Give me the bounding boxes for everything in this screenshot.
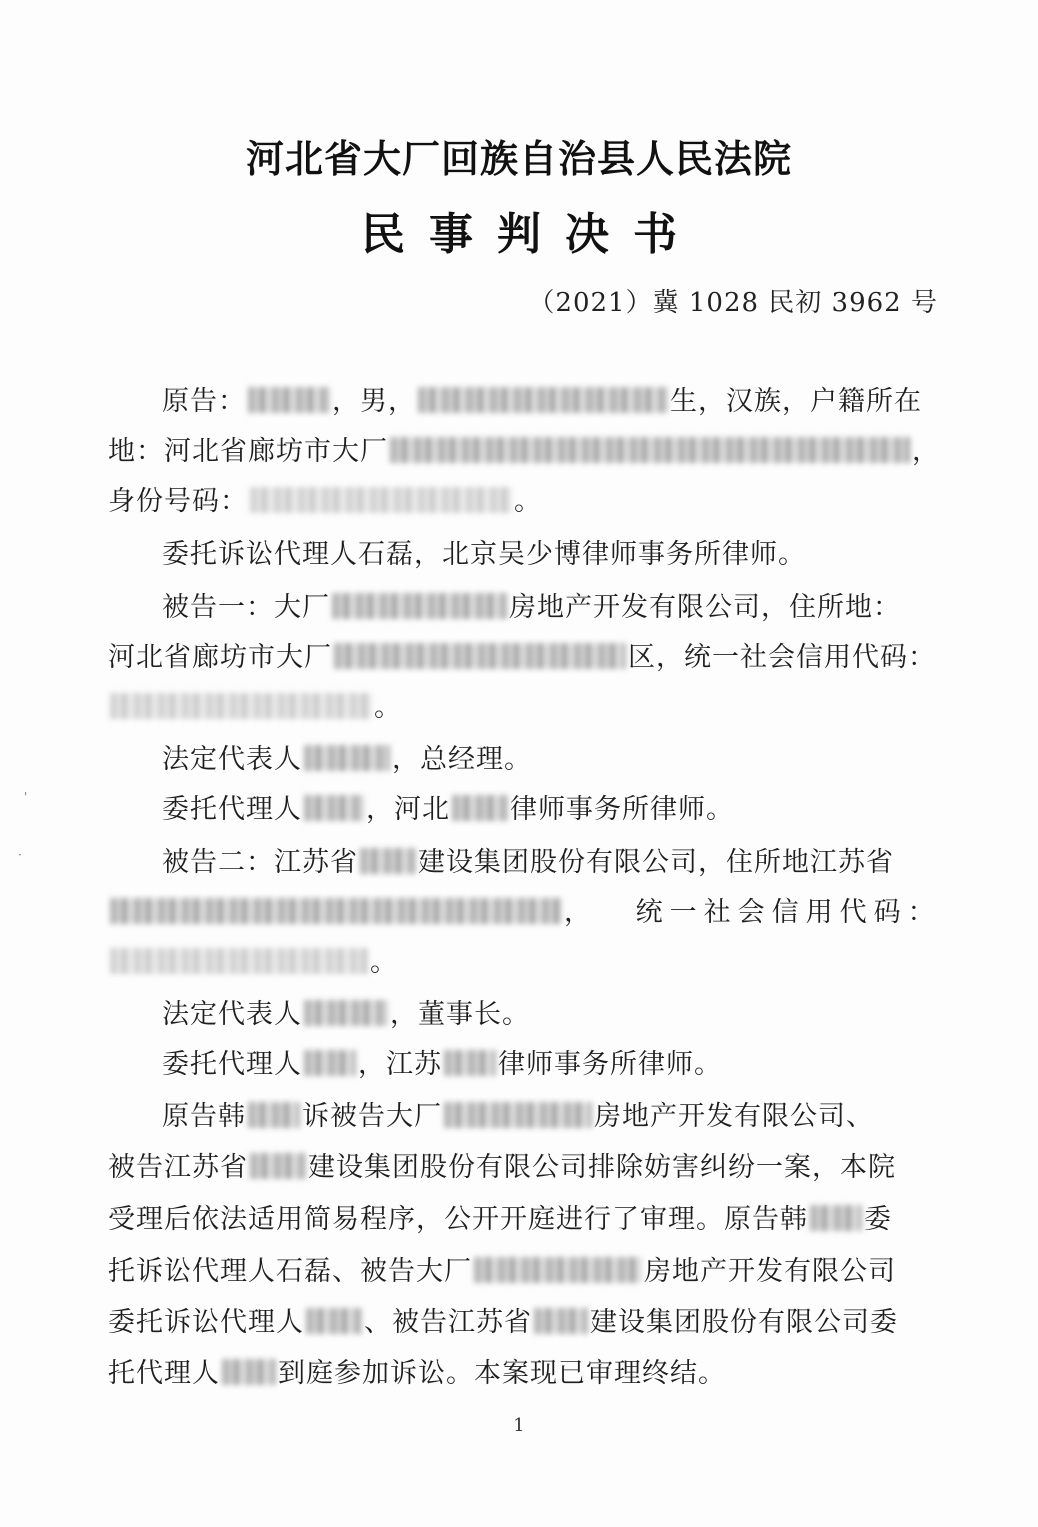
text-segment: ， bbox=[912, 436, 940, 467]
text-segment: 被告二：江苏省 bbox=[162, 847, 358, 878]
text-segment: 身份号码： bbox=[108, 486, 248, 517]
text-segment: 委托代理人 bbox=[162, 794, 302, 825]
text-segment: ，河北 bbox=[366, 794, 450, 825]
defendant-one-rep-line bbox=[162, 742, 942, 778]
text-segment: 房地产开发有限公司、 bbox=[594, 1101, 874, 1132]
text-segment: 信 bbox=[771, 897, 800, 928]
redacted-company bbox=[360, 848, 416, 874]
case-number: （2021）冀 1028 民初 3962 号 bbox=[528, 288, 938, 318]
text-segment: 。 bbox=[374, 692, 402, 723]
case-desc-line-3 bbox=[108, 1202, 943, 1238]
defendant-one-line-2 bbox=[108, 640, 943, 676]
text-segment: 一 bbox=[669, 897, 698, 928]
court-name: 河北省大厂回族自治县人民法院 bbox=[245, 137, 792, 181]
text-segment: 原告： bbox=[162, 386, 246, 417]
text-segment: 社 bbox=[703, 897, 732, 928]
redacted-name bbox=[248, 1102, 300, 1128]
redacted-address bbox=[334, 643, 626, 669]
text-segment: 托诉讼代理人石磊、被告大厂 bbox=[108, 1256, 472, 1287]
defendant-two-rep-line bbox=[162, 997, 942, 1033]
redacted-name bbox=[304, 795, 364, 821]
text-segment: 委托诉讼代理人 bbox=[108, 1307, 304, 1338]
redacted-credit-code bbox=[110, 693, 372, 719]
redacted-credit-code bbox=[110, 948, 368, 974]
defendant-two-line-3 bbox=[108, 945, 943, 981]
redacted-company bbox=[332, 593, 507, 619]
redacted-name bbox=[222, 1359, 276, 1385]
text-segment: 房地产开发有限公司 bbox=[644, 1256, 896, 1287]
plaintiff-line-3 bbox=[108, 484, 943, 520]
plaintiff-line-1 bbox=[162, 384, 942, 420]
text-segment: 被告江苏省 bbox=[108, 1152, 248, 1183]
redacted-address bbox=[390, 437, 910, 463]
text-segment: 被告一：大厂 bbox=[162, 592, 330, 623]
redacted-company bbox=[534, 1308, 588, 1334]
text-segment: 诉被告大厂 bbox=[302, 1101, 442, 1132]
text-segment: 律师事务所律师。 bbox=[498, 1049, 722, 1080]
text-segment: 建设集团股份有限公司委 bbox=[590, 1307, 898, 1338]
case-desc-line-6 bbox=[108, 1356, 943, 1392]
scan-speck: ' bbox=[24, 790, 28, 804]
text-segment: ， bbox=[564, 897, 592, 928]
text-segment: 到庭参加诉讼。本案现已审理终结。 bbox=[278, 1358, 726, 1389]
defendant-one-line-1 bbox=[162, 590, 942, 626]
redacted-name bbox=[304, 745, 390, 771]
text-segment: 原告韩 bbox=[162, 1101, 246, 1132]
redacted-company bbox=[474, 1257, 642, 1283]
text-segment: 委 bbox=[864, 1204, 892, 1235]
redacted-name bbox=[810, 1205, 862, 1231]
text-segment: 。 bbox=[370, 947, 398, 978]
text-segment: 码 bbox=[873, 897, 902, 928]
text-segment: 会 bbox=[737, 897, 766, 928]
spaced-credit-code-label bbox=[636, 895, 936, 931]
text-segment: 房地产开发有限公司，住所地： bbox=[509, 592, 901, 623]
defendant-two-line-1 bbox=[162, 845, 942, 881]
text-segment: 代 bbox=[839, 897, 868, 928]
text-segment: 、被告江苏省 bbox=[364, 1307, 532, 1338]
defendant-two-agent-line bbox=[162, 1047, 942, 1083]
redacted-firm bbox=[444, 1050, 496, 1076]
defendant-one-agent-line bbox=[162, 792, 942, 828]
page-number: 1 bbox=[513, 1415, 525, 1436]
redacted-name bbox=[248, 387, 330, 413]
redacted-name bbox=[304, 1000, 388, 1026]
text-segment: 用 bbox=[805, 897, 834, 928]
plaintiff-agent-line: 委托诉讼代理人石磊，北京吴少博律师事务所律师。 bbox=[162, 539, 806, 570]
defendant-two-line-2 bbox=[108, 895, 943, 931]
text-segment: ，董事长。 bbox=[390, 999, 530, 1030]
case-desc-line-1 bbox=[162, 1099, 942, 1135]
scan-speck: · bbox=[18, 848, 22, 862]
text-segment: 法定代表人 bbox=[162, 999, 302, 1030]
case-desc-line-2 bbox=[108, 1150, 943, 1186]
defendant-one-line-3 bbox=[108, 690, 943, 726]
text-segment: 委托代理人 bbox=[162, 1049, 302, 1080]
redacted-firm bbox=[452, 795, 508, 821]
redacted-address bbox=[110, 898, 562, 924]
text-segment: 建设集团股份有限公司，住所地江苏省 bbox=[418, 847, 894, 878]
text-segment: 法定代表人 bbox=[162, 744, 302, 775]
redacted-company bbox=[250, 1153, 306, 1179]
text-segment: 生，汉族，户籍所在 bbox=[670, 386, 922, 417]
redacted-name bbox=[306, 1308, 362, 1334]
redacted-birthdate bbox=[418, 387, 668, 413]
case-desc-line-5 bbox=[108, 1305, 943, 1341]
text-segment: ，总经理。 bbox=[392, 744, 532, 775]
text-segment: 律师事务所律师。 bbox=[510, 794, 734, 825]
text-segment: ，江苏 bbox=[358, 1049, 442, 1080]
redacted-name bbox=[304, 1050, 356, 1076]
text-segment: 地：河北省廊坊市大厂 bbox=[108, 436, 388, 467]
text-segment: 区，统一社会信用代码： bbox=[628, 642, 936, 673]
text-segment: ： bbox=[907, 897, 936, 928]
text-segment: ，男， bbox=[332, 386, 416, 417]
plaintiff-line-2 bbox=[108, 434, 943, 470]
text-segment: 受理后依法适用简易程序，公开开庭进行了审理。原告韩 bbox=[108, 1204, 808, 1235]
text-segment: 。 bbox=[514, 486, 542, 517]
redacted-id-number bbox=[250, 487, 512, 513]
text-segment: 建设集团股份有限公司排除妨害纠纷一案，本院 bbox=[308, 1152, 896, 1183]
case-desc-line-4 bbox=[108, 1254, 943, 1290]
document-title: 民事判决书 bbox=[361, 209, 701, 260]
text-segment: 托代理人 bbox=[108, 1358, 220, 1389]
text-segment: 统 bbox=[635, 897, 664, 928]
text-segment: 河北省廊坊市大厂 bbox=[108, 642, 332, 673]
redacted-company bbox=[444, 1102, 592, 1128]
